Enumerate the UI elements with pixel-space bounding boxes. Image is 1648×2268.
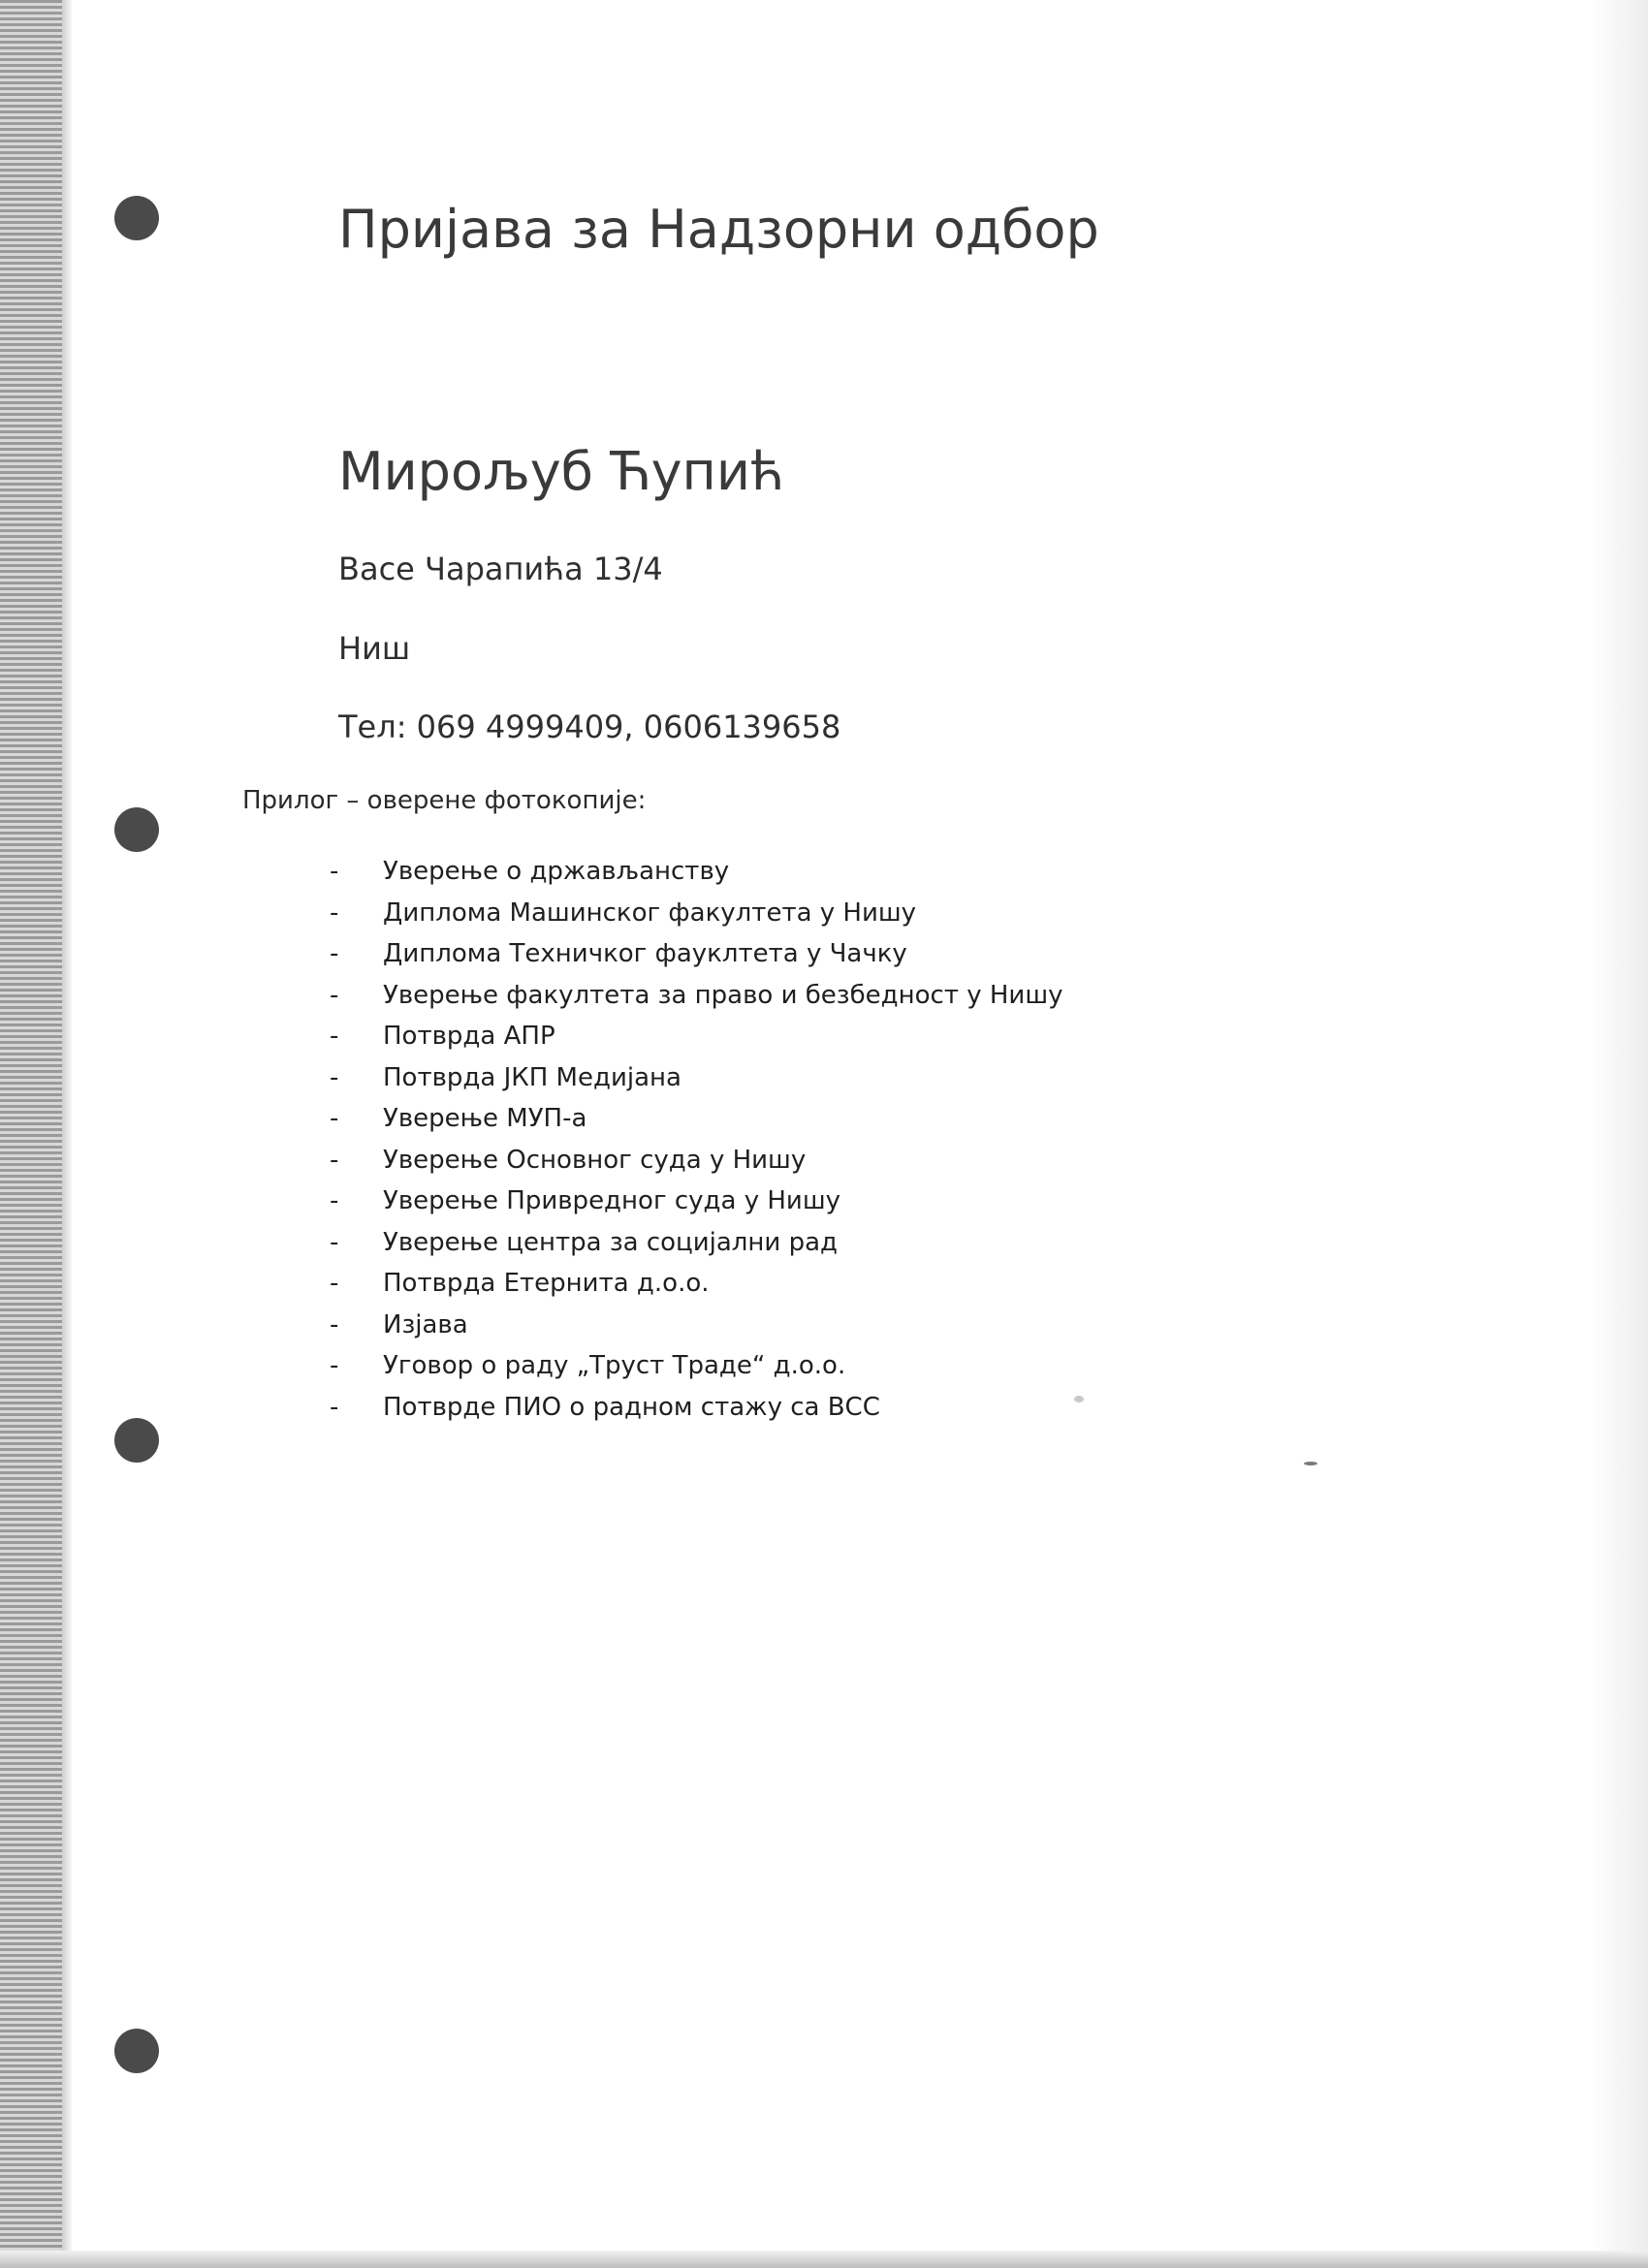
scan-edge bbox=[0, 0, 62, 2268]
scan-edge-shadow bbox=[62, 0, 72, 2268]
attachment-label: Уверење МУП-а bbox=[383, 1104, 587, 1133]
list-item: - Уверење МУП-а bbox=[330, 1102, 1063, 1144]
punch-hole-icon bbox=[114, 807, 159, 852]
list-item: - Потврда ЈКП Медијана bbox=[330, 1061, 1063, 1103]
attachment-label: Уверење Привредног суда у Нишу bbox=[383, 1186, 840, 1215]
scan-right-shading bbox=[1590, 0, 1648, 2268]
attachments-heading: Прилог – оверене фотокопије: bbox=[242, 786, 647, 815]
punch-hole-icon bbox=[114, 2029, 159, 2073]
list-item: - Потврда Етернита д.о.о. bbox=[330, 1267, 1063, 1308]
attachment-label: Диплома Техничког фауклтета у Чачку bbox=[383, 939, 907, 968]
applicant-name: Мирољуб Ћупић bbox=[338, 441, 785, 502]
list-item: - Изјава bbox=[330, 1308, 1063, 1350]
punch-hole-icon bbox=[114, 196, 159, 240]
attachment-label: Уверење центра за социјални рад bbox=[383, 1227, 838, 1257]
applicant-phone: Тел: 069 4999409, 0606139658 bbox=[338, 709, 841, 745]
scan-speck bbox=[1074, 1396, 1084, 1402]
attachment-label: Потврде ПИО о радном стажу са ВСС bbox=[383, 1392, 880, 1422]
punch-hole-icon bbox=[114, 1418, 159, 1463]
applicant-address: Васе Чарапића 13/4 bbox=[338, 551, 663, 587]
list-item: - Потврде ПИО о радном стажу са ВСС bbox=[330, 1391, 1063, 1433]
attachment-label: Потврда Етернита д.о.о. bbox=[383, 1269, 710, 1298]
attachment-label: Диплома Машинског факултета у Нишу bbox=[383, 898, 917, 928]
attachment-label: Потврда ЈКП Медијана bbox=[383, 1062, 681, 1092]
page-title: Пријава за Надзорни одбор bbox=[338, 199, 1099, 260]
list-item: - Уверење центра за социјални рад bbox=[330, 1226, 1063, 1268]
attachment-label: Уверење о држављанству bbox=[383, 857, 730, 886]
applicant-city: Ниш bbox=[338, 630, 411, 667]
attachments-list bbox=[330, 855, 1063, 1432]
attachment-label: Уверење Основног суда у Нишу bbox=[383, 1145, 807, 1175]
list-item: - Уверење факултета за право и безбедност у Нишу bbox=[330, 979, 1063, 1021]
scan-bottom-edge bbox=[0, 2251, 1648, 2268]
list-item: - Диплома Техничког фауклтета у Чачку bbox=[330, 937, 1063, 979]
scan-speck bbox=[1304, 1462, 1317, 1465]
list-item: - Уговор о раду „Труст Траде“ д.о.о. bbox=[330, 1349, 1063, 1391]
attachment-label: Изјава bbox=[383, 1309, 468, 1339]
list-item: - Уверење Привредног суда у Нишу bbox=[330, 1184, 1063, 1226]
list-item: - Уверење о држављанству bbox=[330, 855, 1063, 897]
list-item: - Диплома Машинског факултета у Нишу bbox=[330, 897, 1063, 938]
attachment-label: Уверење факултета за право и безбедност у Нишу bbox=[383, 980, 1063, 1010]
attachment-label: Потврда АПР bbox=[383, 1022, 555, 1051]
attachment-label: Уговор о раду „Труст Траде“ д.о.о. bbox=[383, 1351, 846, 1380]
list-item: - Уверење Основног суда у Нишу bbox=[330, 1144, 1063, 1185]
list-item: - Потврда АПР bbox=[330, 1020, 1063, 1061]
